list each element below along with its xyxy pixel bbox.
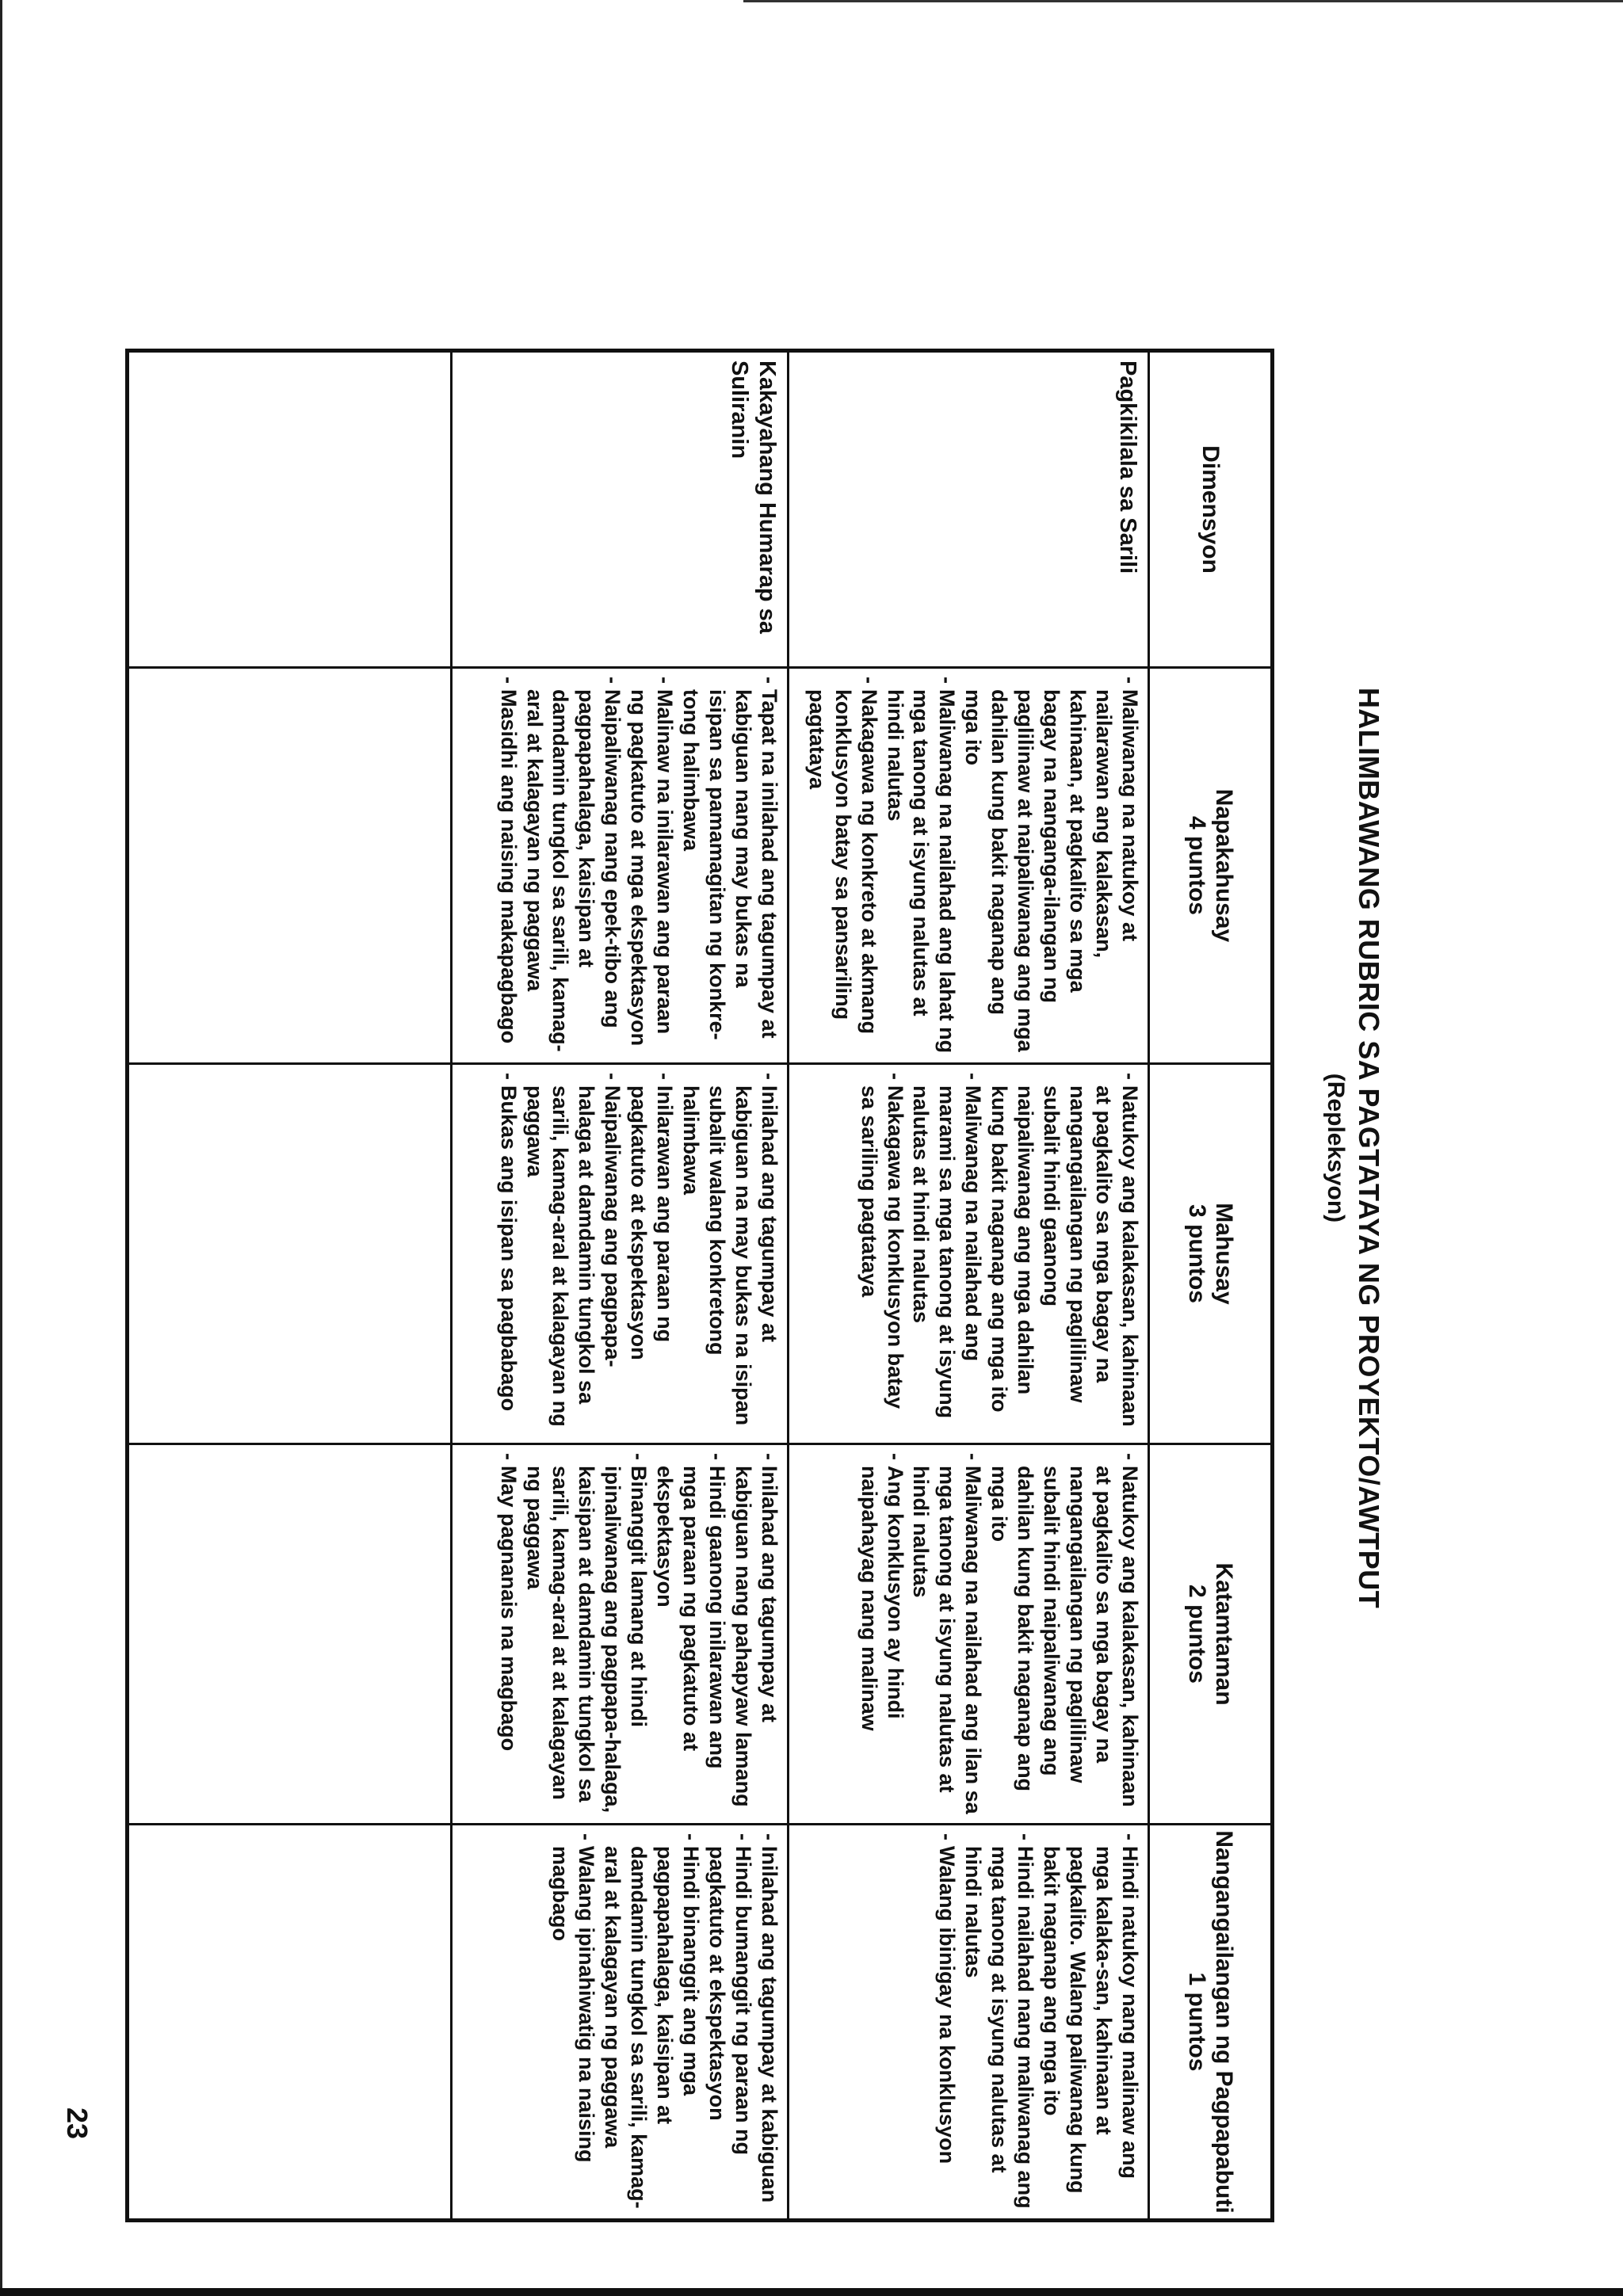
criterion-item: - Malinaw na inilarawan ang paraan ng pagkatuto at mga ekspektasyon: [625, 677, 678, 1055]
criteria-cell: [128, 1064, 452, 1444]
criterion-item: - Maliwanag na natukoy at nailarawan ang kalakasan, kahinaan, at pagkalito sa mga bagay na nanganga-ilangan ng paglilinaw at naipaliwanag ang mga dahilan kung bakit naganap ang mga ito: [960, 677, 1143, 1055]
criteria-cell: [789, 1064, 1149, 1444]
header-level-4: [1149, 668, 1273, 1064]
criterion-item: - Nakagawa ng konklusyon batay sa sariling pagtataya: [856, 1073, 908, 1435]
criterion-item: - Ang konklusyon ay hindi naipahayag nang malinaw: [856, 1453, 908, 1815]
criteria-cell: [128, 668, 452, 1064]
header-level-1: [1149, 1825, 1273, 2221]
criterion-item: - Maliwanag na nailahad ang marami sa mga tanong at isyung nalutas at hindi nalutas: [908, 1073, 987, 1435]
criterion-item: - Maliwanag na nailahad ang ilan sa mga tanong at isyung nalutas at hindi nalutas: [908, 1453, 987, 1815]
criterion-item: - Hindi nailahad nang maliwanag ang mga tanong at isyung nalutas at hindi nalutas: [960, 1833, 1038, 2210]
header-level-points: 3 puntos: [1184, 1204, 1210, 1303]
page-number: 23: [61, 2107, 94, 2140]
document-subtitle: (Repleksyon): [1323, 1073, 1349, 1223]
criterion-item: - Hindi bumanggit ng paraan ng pagkatuto at ekspektasyon: [704, 1833, 756, 2210]
header-level-label: Katamtaman: [1211, 1562, 1238, 1706]
criterion-item: - May pagnanais na magbago: [495, 1453, 521, 1815]
criteria-cell: [789, 1444, 1149, 1825]
criteria-cell: [128, 1825, 452, 2221]
header-row: [1149, 351, 1273, 2221]
header-level-3: [1149, 1064, 1273, 1444]
criterion-item: - Inilahad ang tagumpay at kabiguan nang pahapyaw lamang: [730, 1453, 782, 1815]
criterion-item: - Natukoy ang kalakasan, kahinaan at pagkalito sa mga bagay na nangangailangan ng paglilinaw subalit hindi gaanong naipaliwanag ang mga dahilan kung bakit naganap ang mga ito: [986, 1073, 1143, 1435]
criterion-item: - Masidhi ang naising makapagbago: [495, 677, 521, 1055]
criteria-cell: [789, 1825, 1149, 2221]
criteria-cell: [452, 1825, 789, 2221]
criterion-item: - Hindi gaanong inilarawan ang mga paraan ng pagkatuto at ekspektasyon: [651, 1453, 730, 1815]
criteria-cell: [789, 668, 1149, 1064]
criterion-item: - Bukas ang isipan sa pagbabago: [495, 1073, 521, 1435]
title-block: [1322, 0, 1385, 2296]
criterion-item: - Walang ipinahiwatig na naising magbago: [548, 1833, 600, 2210]
criteria-cell: [452, 1064, 789, 1444]
criterion-item: - Naipaliwanag nang epek-tibo ang pagpapahalaga, kaisipan at damdamin tungkol sa sarili, kamag-aral at kalagayan ng paggawa: [521, 677, 626, 1055]
header-dimension: Dimensyon: [1149, 351, 1273, 668]
criteria-cell: [452, 1444, 789, 1825]
criterion-item: - Hindi binanggit ang mga pagpapahalaga, kaisipan at damdamin tungkol sa sarili, kamag-aral at kalagayan ng paggawa: [599, 1833, 704, 2210]
criterion-item: - Inilarawan ang paraan ng pagkatuto at ekspektasyon: [625, 1073, 678, 1435]
criteria-cell: [128, 1444, 452, 1825]
criterion-item: - Maliwanag na nailahad ang lahat ng mga tanong at isyung nalutas at hindi nalutas: [882, 677, 960, 1055]
header-level-label: Nangangailangan ng Pagpapabuti: [1211, 1830, 1238, 2214]
criterion-item: - Tapat na inilahad ang tagumpay at kabiguan nang may bukas na isipan sa pamamagitan ng konkre-tong halimbawa: [678, 677, 782, 1055]
criterion-item: - Natukoy ang kalakasan, kahinaan at pagkalito sa mga bagay na nangangailangan ng paglilinaw subalit hindi naipaliwanag ang dahilan kung bakit naganap ang mga ito: [986, 1453, 1143, 1815]
header-level-points: 4 puntos: [1184, 816, 1210, 915]
document-title: HALIMBAWANG RUBRIC SA PAGTATAYA NG PROYEKTO/AWTPUT: [1353, 687, 1385, 1609]
criteria-cell: [452, 668, 789, 1064]
criterion-item: - Naipaliwanag ang pagpapa-halaga at damdamin tungkol sa sarili, kamag-aral at kalagayan ng paggawa: [521, 1073, 626, 1435]
header-level-label: Napakahusay: [1211, 788, 1238, 943]
rubric-row-self-awareness: [789, 351, 1149, 2221]
rubric-row-problem-handling: [452, 351, 789, 2221]
dimension-cell: [128, 351, 452, 668]
criterion-item: - Inilahad ang tagumpay at kabiguan na may bukas na isipan subalit walang konkretong halimbawa: [678, 1073, 782, 1435]
header-level-2: [1149, 1444, 1273, 1825]
criterion-item: - Binanggit lamang at hindi ipinaliwanag ang pagpapa-halaga, kaisipan at damdamin tungkol sa sarili, kamag-aral at at kalagayan ng paggawa: [521, 1453, 652, 1815]
criterion-item: - Hindi natukoy nang malinaw ang mga kalaka-san, kahinaan at pagkalito. Walang paliwanag kung bakit naganap ang mga ito: [1038, 1833, 1143, 2210]
criterion-item: - Walang ibinigay na konklusyon: [934, 1833, 960, 2210]
criterion-item: - Inilahad ang tagumpay at kabiguan: [756, 1833, 782, 2210]
header-level-label: Mahusay: [1211, 1203, 1238, 1305]
dimension-cell: Kakayahang Humarap sa Suliranin: [452, 351, 789, 668]
header-level-points: 1 puntos: [1184, 1972, 1210, 2072]
criterion-item: - Nakagawa ng konkreto at akmang konklusyon batay sa pansariling pagtataya: [804, 677, 882, 1055]
header-level-points: 2 puntos: [1184, 1585, 1210, 1684]
rubric-table: [125, 349, 1274, 2222]
dimension-cell: Pagkikilala sa Sarili: [789, 351, 1149, 668]
rubric-row-empty: [128, 351, 452, 2221]
